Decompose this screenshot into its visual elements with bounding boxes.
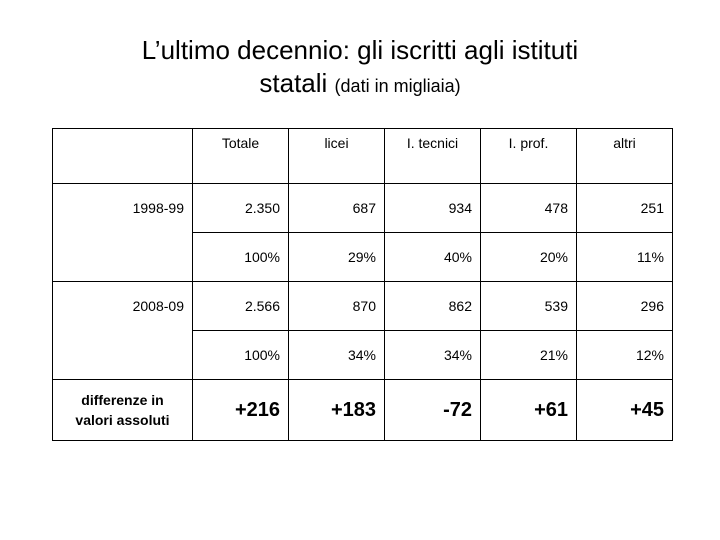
row-label-empty [53,331,193,380]
row-label-2008: 2008-09 [53,282,193,331]
slide-title [0,34,720,103]
table-cell: 296 [577,282,673,331]
col-header-altri: altri [577,129,673,184]
col-header-totale: Totale [193,129,289,184]
table-cell: 934 [385,184,481,233]
table-row [53,184,673,233]
row-label-empty [53,233,193,282]
table-cell: 40% [385,233,481,282]
header-row [53,129,673,184]
table-cell: 251 [577,184,673,233]
table-cell: 11% [577,233,673,282]
table-cell: 539 [481,282,577,331]
table-cell: 870 [289,282,385,331]
table-row [53,282,673,331]
table-cell: 2.566 [193,282,289,331]
table-cell: 100% [193,233,289,282]
table-cell: 34% [289,331,385,380]
title-line-1: L’ultimo decennio: gli iscritti agli istituti [141,35,579,65]
table-cell: +183 [289,380,385,441]
table-cell: 12% [577,331,673,380]
table-cell: +61 [481,380,577,441]
table-row [53,380,673,441]
table-cell: 100% [193,331,289,380]
table-cell: 862 [385,282,481,331]
table-cell: 687 [289,184,385,233]
title-main-word: statali [259,68,328,98]
col-header-prof: I. prof. [481,129,577,184]
table-cell: -72 [385,380,481,441]
table-cell: 478 [481,184,577,233]
table-cell: 29% [289,233,385,282]
title-subtitle: (dati in migliaia) [334,76,461,96]
row-label-differences: differenze in valori assoluti [53,380,193,441]
table-row [53,331,673,380]
corner-cell [53,129,193,184]
table-cell: +216 [193,380,289,441]
table-cell: 21% [481,331,577,380]
table-cell: 2.350 [193,184,289,233]
row-label-1998: 1998-99 [53,184,193,233]
table-cell: 20% [481,233,577,282]
table-row [53,233,673,282]
table-cell: 34% [385,331,481,380]
enrollment-table [52,128,673,441]
title-line-2 [0,67,720,103]
col-header-licei: licei [289,129,385,184]
table-cell: +45 [577,380,673,441]
col-header-tecnici: I. tecnici [385,129,481,184]
